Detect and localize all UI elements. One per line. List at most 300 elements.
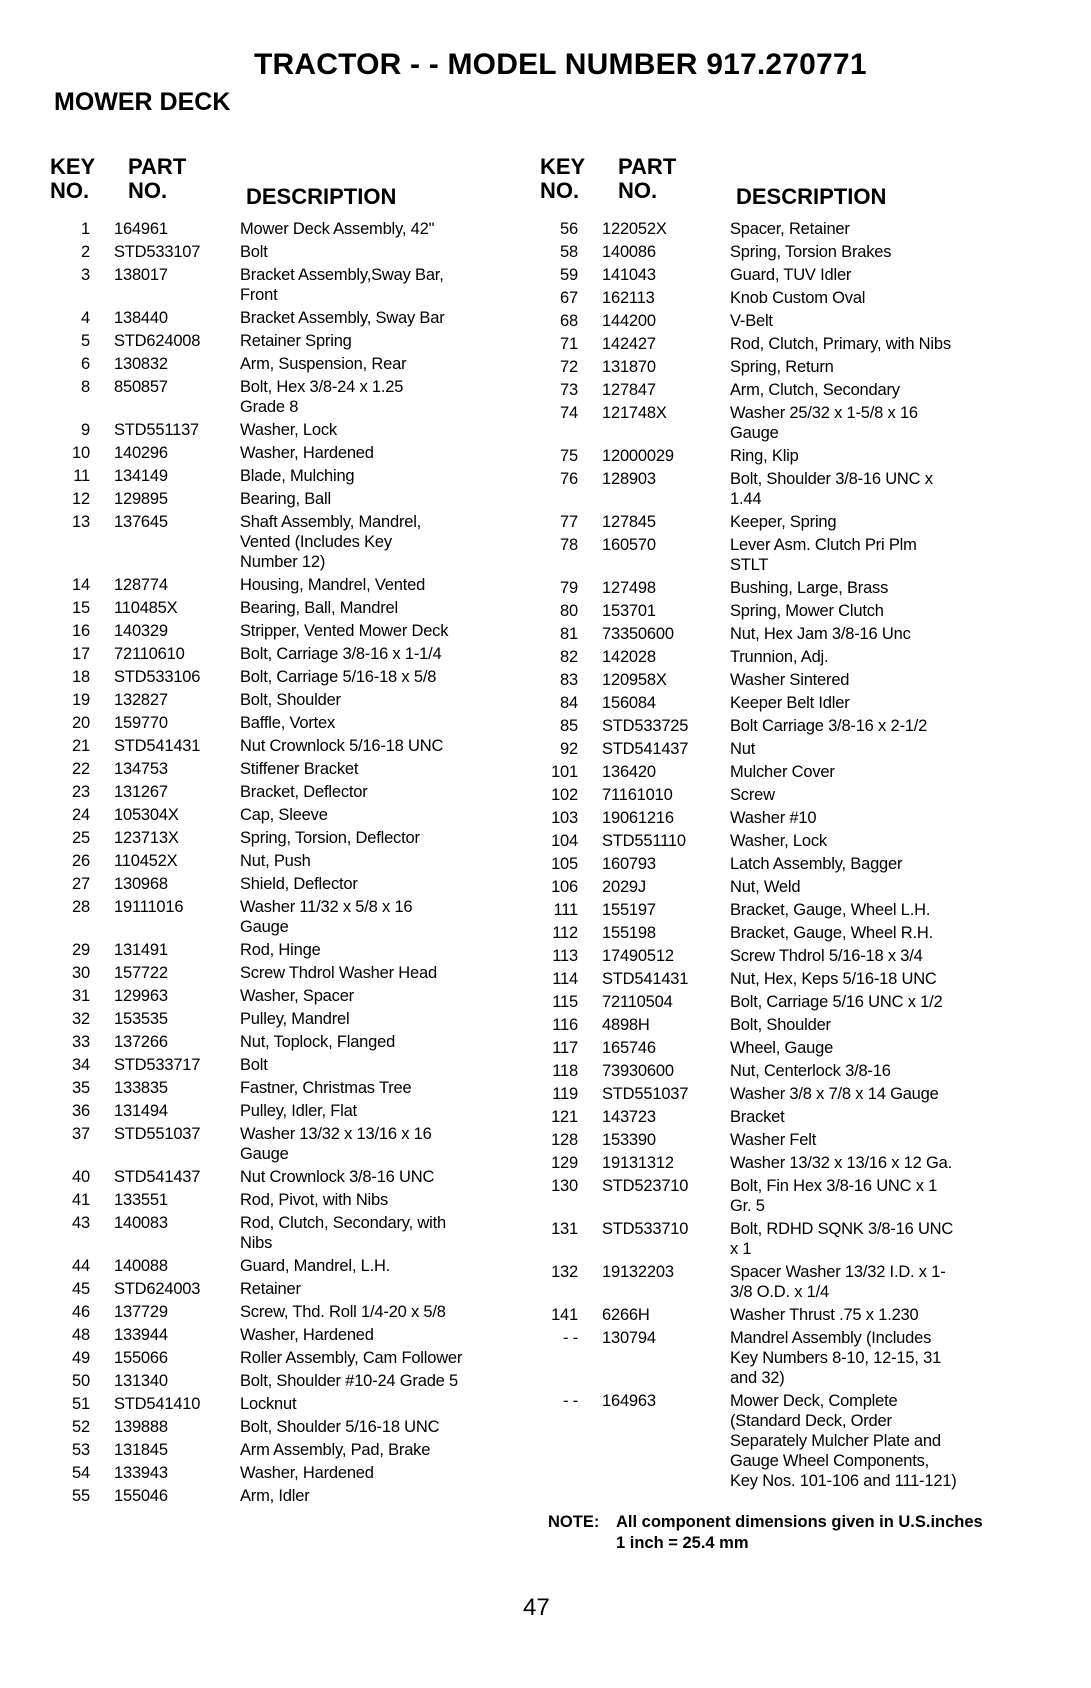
description: Bolt, Carriage 5/16 UNC x 1/2 xyxy=(730,993,943,1011)
description: Washer 3/8 x 7/8 x 14 Gauge xyxy=(730,1085,939,1103)
key-no: 10 xyxy=(72,444,90,462)
part-no: 165746 xyxy=(602,1039,656,1057)
key-no: 50 xyxy=(72,1372,90,1390)
table-row xyxy=(540,446,1040,466)
key-no: 3 xyxy=(81,266,90,284)
description: Bolt, Fin Hex 3/8-16 UNC x 1 Gr. 5 xyxy=(730,1177,938,1215)
table-row xyxy=(50,1256,530,1276)
part-no: 130832 xyxy=(114,355,168,373)
table-row xyxy=(50,1440,530,1460)
description: Arm, Idler xyxy=(240,1487,310,1505)
part-no: 160793 xyxy=(602,855,656,873)
key-no: 130 xyxy=(551,1177,578,1195)
table-row xyxy=(50,219,530,239)
table-row xyxy=(50,1463,530,1483)
table-row xyxy=(50,377,530,417)
description: V-Belt xyxy=(730,312,773,330)
part-no-header: PART NO. xyxy=(128,154,187,203)
parts-list-left xyxy=(50,219,530,1506)
part-no: 137729 xyxy=(114,1303,168,1321)
key-no: 116 xyxy=(552,1016,578,1034)
table-row xyxy=(540,1038,1040,1058)
table-row xyxy=(50,308,530,328)
table-row xyxy=(50,963,530,983)
description: Washer Sintered xyxy=(730,671,850,689)
description: Washer 25/32 x 1-5/8 x 16 Gauge xyxy=(730,404,918,442)
table-row xyxy=(50,1325,530,1345)
key-no: 24 xyxy=(72,806,90,824)
part-no: 73930600 xyxy=(602,1062,674,1080)
key-no: - - xyxy=(563,1392,578,1410)
table-row xyxy=(540,219,1040,239)
description: Nut, Toplock, Flanged xyxy=(240,1033,396,1051)
key-no: - - xyxy=(563,1329,578,1347)
description: Bolt, Shoulder xyxy=(240,691,341,709)
note-text: All component dimensions given in U.S.inches 1 inch = 25.4 mm xyxy=(616,1513,983,1552)
part-no: 138440 xyxy=(114,309,168,327)
table-row xyxy=(50,828,530,848)
part-no: 72110504 xyxy=(602,993,673,1011)
table-row xyxy=(540,831,1040,851)
description: Roller Assembly, Cam Follower xyxy=(240,1349,463,1367)
table-row xyxy=(50,331,530,351)
description: Keeper Belt Idler xyxy=(730,694,850,712)
table-row xyxy=(540,1107,1040,1127)
key-no: 59 xyxy=(560,266,578,284)
key-no: 34 xyxy=(72,1056,90,1074)
key-no: 6 xyxy=(81,355,90,373)
table-row xyxy=(540,647,1040,667)
description: Bolt, Shoulder #10-24 Grade 5 xyxy=(240,1372,459,1390)
part-no: STD541437 xyxy=(114,1168,201,1186)
description: Knob Custom Oval xyxy=(730,289,866,307)
key-no: 54 xyxy=(72,1464,90,1482)
table-row xyxy=(540,670,1040,690)
description: Wheel, Gauge xyxy=(730,1039,834,1057)
description: Nut, Hex, Keps 5/16-18 UNC xyxy=(730,970,937,988)
key-no: 25 xyxy=(72,829,90,847)
part-no: STD541410 xyxy=(114,1395,201,1413)
part-no: STD541431 xyxy=(602,970,689,988)
table-row xyxy=(540,1153,1040,1173)
key-no: 77 xyxy=(560,513,578,531)
key-no: 22 xyxy=(72,760,90,778)
table-row xyxy=(540,380,1040,400)
key-no: 67 xyxy=(560,289,578,307)
table-row xyxy=(540,311,1040,331)
table-row xyxy=(50,1279,530,1299)
description: Blade, Mulching xyxy=(240,467,355,485)
part-no: STD624003 xyxy=(114,1280,201,1298)
key-no: 32 xyxy=(72,1010,90,1028)
description: Bracket xyxy=(730,1108,785,1126)
part-no: 155046 xyxy=(114,1487,168,1505)
key-no: 44 xyxy=(72,1257,90,1275)
table-row xyxy=(540,357,1040,377)
description: Bearing, Ball xyxy=(240,490,331,508)
description: Arm Assembly, Pad, Brake xyxy=(240,1441,431,1459)
description: Mulcher Cover xyxy=(730,763,835,781)
table-row xyxy=(540,808,1040,828)
key-no: 20 xyxy=(72,714,90,732)
description: Nut, Centerlock 3/8-16 xyxy=(730,1062,891,1080)
key-no: 19 xyxy=(72,691,90,709)
table-row xyxy=(50,575,530,595)
table-row xyxy=(50,874,530,894)
part-no: 142427 xyxy=(602,335,656,353)
part-no: 19131312 xyxy=(602,1154,674,1172)
part-no: STD523710 xyxy=(602,1177,689,1195)
table-row xyxy=(50,644,530,664)
part-no: STD551110 xyxy=(602,832,686,850)
table-row xyxy=(540,1061,1040,1081)
description: Lever Asm. Clutch Pri Plm STLT xyxy=(730,536,917,574)
table-row xyxy=(540,512,1040,532)
key-no: 101 xyxy=(551,763,578,781)
key-no: 31 xyxy=(72,987,90,1005)
table-row xyxy=(50,851,530,871)
part-no: 160570 xyxy=(602,536,656,554)
description: Bracket Assembly,Sway Bar, Front xyxy=(240,266,444,304)
description: Washer, Hardened xyxy=(240,1326,374,1344)
part-no: 137645 xyxy=(114,513,168,531)
table-row xyxy=(50,443,530,463)
table-row xyxy=(50,690,530,710)
table-row xyxy=(50,512,530,572)
description: Bracket, Gauge, Wheel L.H. xyxy=(730,901,931,919)
key-no: 16 xyxy=(72,622,90,640)
table-row xyxy=(540,877,1040,897)
part-no: 162113 xyxy=(602,289,655,307)
description: Screw, Thd. Roll 1/4-20 x 5/8 xyxy=(240,1303,446,1321)
table-row xyxy=(50,1009,530,1029)
description: Stiffener Bracket xyxy=(240,760,359,778)
part-no: 140086 xyxy=(602,243,656,261)
key-no: 141 xyxy=(551,1306,578,1324)
part-no: 140083 xyxy=(114,1214,168,1232)
key-no: 129 xyxy=(551,1154,578,1172)
description: Washer, Hardened xyxy=(240,1464,374,1482)
key-no: 14 xyxy=(72,576,90,594)
description: Spring, Mower Clutch xyxy=(730,602,884,620)
table-row xyxy=(540,403,1040,443)
part-no: 131845 xyxy=(114,1441,168,1459)
table-row xyxy=(540,900,1040,920)
part-no: 134149 xyxy=(114,467,168,485)
key-no: 121 xyxy=(551,1108,578,1126)
part-no: 6266H xyxy=(602,1306,650,1324)
description: Washer, Lock xyxy=(730,832,827,850)
part-no: 72110610 xyxy=(114,645,185,663)
key-no: 49 xyxy=(72,1349,90,1367)
part-no: 127847 xyxy=(602,381,656,399)
part-no: 142028 xyxy=(602,648,656,666)
part-no: 110452X xyxy=(114,852,178,870)
description: Bushing, Large, Brass xyxy=(730,579,889,597)
description: Pulley, Mandrel xyxy=(240,1010,350,1028)
parts-list-right xyxy=(540,219,1040,1491)
part-no: 140296 xyxy=(114,444,168,462)
key-no: 21 xyxy=(72,737,90,755)
part-no: STD551137 xyxy=(114,421,200,439)
table-row xyxy=(540,1305,1040,1325)
table-row xyxy=(50,1394,530,1414)
table-row xyxy=(50,1486,530,1506)
table-row xyxy=(50,1101,530,1121)
key-no: 103 xyxy=(551,809,578,827)
description: Shaft Assembly, Mandrel, Vented (Includes Key Number 12) xyxy=(240,513,422,571)
table-row xyxy=(50,242,530,262)
part-no: 133551 xyxy=(114,1191,168,1209)
table-row xyxy=(540,969,1040,989)
part-no: 153701 xyxy=(602,602,656,620)
part-no: 140088 xyxy=(114,1257,168,1275)
key-no: 80 xyxy=(560,602,578,620)
description: Nut, Hex Jam 3/8-16 Unc xyxy=(730,625,911,643)
part-no: 73350600 xyxy=(602,625,674,643)
part-no: 132827 xyxy=(114,691,168,709)
part-no: 129895 xyxy=(114,490,168,508)
key-no: 13 xyxy=(72,513,90,531)
description: Washer, Spacer xyxy=(240,987,354,1005)
table-row xyxy=(540,1391,1040,1491)
part-no: 123713X xyxy=(114,829,179,847)
key-no: 27 xyxy=(72,875,90,893)
table-row xyxy=(50,667,530,687)
key-no: 5 xyxy=(81,332,90,350)
part-no: 133944 xyxy=(114,1326,168,1344)
table-row xyxy=(540,923,1040,943)
table-row xyxy=(50,1055,530,1075)
table-row xyxy=(540,1262,1040,1302)
key-no: 131 xyxy=(551,1220,578,1238)
description: Bolt, Hex 3/8-24 x 1.25 Grade 8 xyxy=(240,378,404,416)
table-row xyxy=(540,854,1040,874)
table-row xyxy=(540,1015,1040,1035)
key-no-header: KEY NO. xyxy=(50,154,96,203)
description: Rod, Clutch, Primary, with Nibs xyxy=(730,335,951,353)
table-row xyxy=(540,469,1040,509)
part-no: STD551037 xyxy=(602,1085,689,1103)
description: Bolt, Carriage 5/16-18 x 5/8 xyxy=(240,668,437,686)
key-no: 71 xyxy=(560,335,578,353)
key-no: 102 xyxy=(551,786,578,804)
table-row xyxy=(50,420,530,440)
table-header xyxy=(540,155,1040,209)
key-no: 132 xyxy=(551,1263,578,1281)
table-row xyxy=(540,578,1040,598)
part-no: 130968 xyxy=(114,875,168,893)
description: Spacer, Retainer xyxy=(730,220,850,238)
key-no: 11 xyxy=(73,467,90,485)
table-row xyxy=(50,713,530,733)
description: Mower Deck Assembly, 42" xyxy=(240,220,435,238)
part-no: 131340 xyxy=(114,1372,168,1390)
description: Bolt xyxy=(240,243,268,261)
part-no: 153390 xyxy=(602,1131,656,1149)
description: Washer, Hardened xyxy=(240,444,374,462)
key-no: 73 xyxy=(560,381,578,399)
page-title: TRACTOR - - MODEL NUMBER 917.270771 xyxy=(254,48,867,81)
key-no: 33 xyxy=(72,1033,90,1051)
description: Stripper, Vented Mower Deck xyxy=(240,622,449,640)
table-row xyxy=(50,1078,530,1098)
key-no: 117 xyxy=(552,1039,578,1057)
table-row xyxy=(50,354,530,374)
part-no: 137266 xyxy=(114,1033,168,1051)
key-no: 9 xyxy=(81,421,90,439)
part-no: 131491 xyxy=(114,941,168,959)
part-no: 128903 xyxy=(602,470,656,488)
part-no: 105304X xyxy=(114,806,179,824)
key-no: 37 xyxy=(72,1125,90,1143)
key-no: 18 xyxy=(72,668,90,686)
part-no: STD533710 xyxy=(602,1220,689,1238)
part-no: 143723 xyxy=(602,1108,656,1126)
description: Bolt, Shoulder 3/8-16 UNC x 1.44 xyxy=(730,470,933,508)
key-no: 85 xyxy=(560,717,578,735)
part-no: 159770 xyxy=(114,714,168,732)
part-no: STD541431 xyxy=(114,737,201,755)
description: Latch Assembly, Bagger xyxy=(730,855,903,873)
table-row xyxy=(540,265,1040,285)
part-no: 133943 xyxy=(114,1464,168,1482)
description: Washer 13/32 x 13/16 x 12 Ga. xyxy=(730,1154,952,1172)
description: Retainer xyxy=(240,1280,301,1298)
table-row xyxy=(50,1167,530,1187)
key-no: 119 xyxy=(552,1085,578,1103)
key-no: 46 xyxy=(72,1303,90,1321)
part-no: 155066 xyxy=(114,1349,168,1367)
part-no: 12000029 xyxy=(602,447,674,465)
table-row xyxy=(540,693,1040,713)
table-row xyxy=(540,785,1040,805)
table-row xyxy=(540,992,1040,1012)
description: Shield, Deflector xyxy=(240,875,358,893)
key-no: 75 xyxy=(560,447,578,465)
key-no-header: KEY NO. xyxy=(540,154,586,203)
part-no: 19111016 xyxy=(114,898,184,916)
key-no: 51 xyxy=(72,1395,90,1413)
description: Pulley, Idler, Flat xyxy=(240,1102,357,1120)
part-no: 2029J xyxy=(602,878,646,896)
table-row xyxy=(540,601,1040,621)
table-header xyxy=(50,155,530,209)
table-row xyxy=(540,624,1040,644)
key-no: 45 xyxy=(72,1280,90,1298)
key-no: 56 xyxy=(560,220,578,238)
description-header: DESCRIPTION xyxy=(736,184,887,209)
description: Bolt, Shoulder xyxy=(730,1016,831,1034)
part-no: STD533717 xyxy=(114,1056,201,1074)
key-no: 15 xyxy=(72,599,90,617)
key-no: 53 xyxy=(72,1441,90,1459)
description: Bolt, Carriage 3/8-16 x 1-1/4 xyxy=(240,645,442,663)
description: Nut, Push xyxy=(240,852,311,870)
description: Spring, Torsion, Deflector xyxy=(240,829,420,847)
description: Bolt, RDHD SQNK 3/8-16 UNC x 1 xyxy=(730,1220,954,1258)
key-no: 104 xyxy=(551,832,578,850)
key-no: 74 xyxy=(560,404,578,422)
description: Screw xyxy=(730,786,775,804)
description: Bolt, Shoulder 5/16-18 UNC xyxy=(240,1418,440,1436)
key-no: 112 xyxy=(552,924,578,942)
key-no: 58 xyxy=(560,243,578,261)
description: Washer 13/32 x 13/16 x 16 Gauge xyxy=(240,1125,432,1163)
description: Arm, Clutch, Secondary xyxy=(730,381,900,399)
description: Bolt Carriage 3/8-16 x 2-1/2 xyxy=(730,717,928,735)
description: Nut Crownlock 5/16-18 UNC xyxy=(240,737,444,755)
part-no: 128774 xyxy=(114,576,168,594)
description: Nut Crownlock 3/8-16 UNC xyxy=(240,1168,435,1186)
table-row xyxy=(540,1328,1040,1388)
part-no: 133835 xyxy=(114,1079,168,1097)
table-row xyxy=(540,1219,1040,1259)
part-no: 156084 xyxy=(602,694,656,712)
part-no: STD624008 xyxy=(114,332,201,350)
key-no: 113 xyxy=(552,947,578,965)
table-row xyxy=(540,762,1040,782)
table-row xyxy=(50,940,530,960)
key-no: 115 xyxy=(552,993,578,1011)
table-row xyxy=(50,1213,530,1253)
description: Bearing, Ball, Mandrel xyxy=(240,599,398,617)
description: Retainer Spring xyxy=(240,332,352,350)
part-no: 155197 xyxy=(602,901,656,919)
key-no: 26 xyxy=(72,852,90,870)
description: Cap, Sleeve xyxy=(240,806,328,824)
table-row xyxy=(50,1124,530,1164)
description: Housing, Mandrel, Vented xyxy=(240,576,426,594)
key-no: 52 xyxy=(72,1418,90,1436)
part-no: STD533107 xyxy=(114,243,201,261)
part-no: 153535 xyxy=(114,1010,168,1028)
table-row xyxy=(50,805,530,825)
table-row xyxy=(540,1084,1040,1104)
key-no: 29 xyxy=(72,941,90,959)
description: Washer Thrust .75 x 1.230 xyxy=(730,1306,919,1324)
key-no: 84 xyxy=(560,694,578,712)
key-no: 30 xyxy=(72,964,90,982)
table-row xyxy=(50,621,530,641)
key-no: 105 xyxy=(551,855,578,873)
table-row xyxy=(540,242,1040,262)
table-row xyxy=(540,1176,1040,1216)
part-no: 164961 xyxy=(114,220,168,238)
key-no: 128 xyxy=(551,1131,578,1149)
table-row xyxy=(540,716,1040,736)
description: Nut, Weld xyxy=(730,878,801,896)
section-title: MOWER DECK xyxy=(54,88,231,116)
key-no: 92 xyxy=(560,740,578,758)
part-no: 141043 xyxy=(602,266,656,284)
description: Bracket Assembly, Sway Bar xyxy=(240,309,445,327)
dimensions-note xyxy=(548,1512,983,1554)
table-row xyxy=(50,897,530,937)
description: Mandrel Assembly (Includes Key Numbers 8-10, 12-15, 31 and 32) xyxy=(730,1329,942,1387)
part-no: 127845 xyxy=(602,513,656,531)
part-no: 120958X xyxy=(602,671,667,689)
description: Rod, Hinge xyxy=(240,941,321,959)
table-row xyxy=(50,759,530,779)
table-row xyxy=(50,736,530,756)
key-no: 28 xyxy=(72,898,90,916)
table-row xyxy=(50,265,530,305)
part-no: 110485X xyxy=(114,599,178,617)
description: Mower Deck, Complete (Standard Deck, Order Separately Mulcher Plate and Gauge Wheel Components, Key Nos. 101-106 and 111-121) xyxy=(730,1392,957,1490)
table-row xyxy=(540,535,1040,575)
part-no: STD541437 xyxy=(602,740,689,758)
